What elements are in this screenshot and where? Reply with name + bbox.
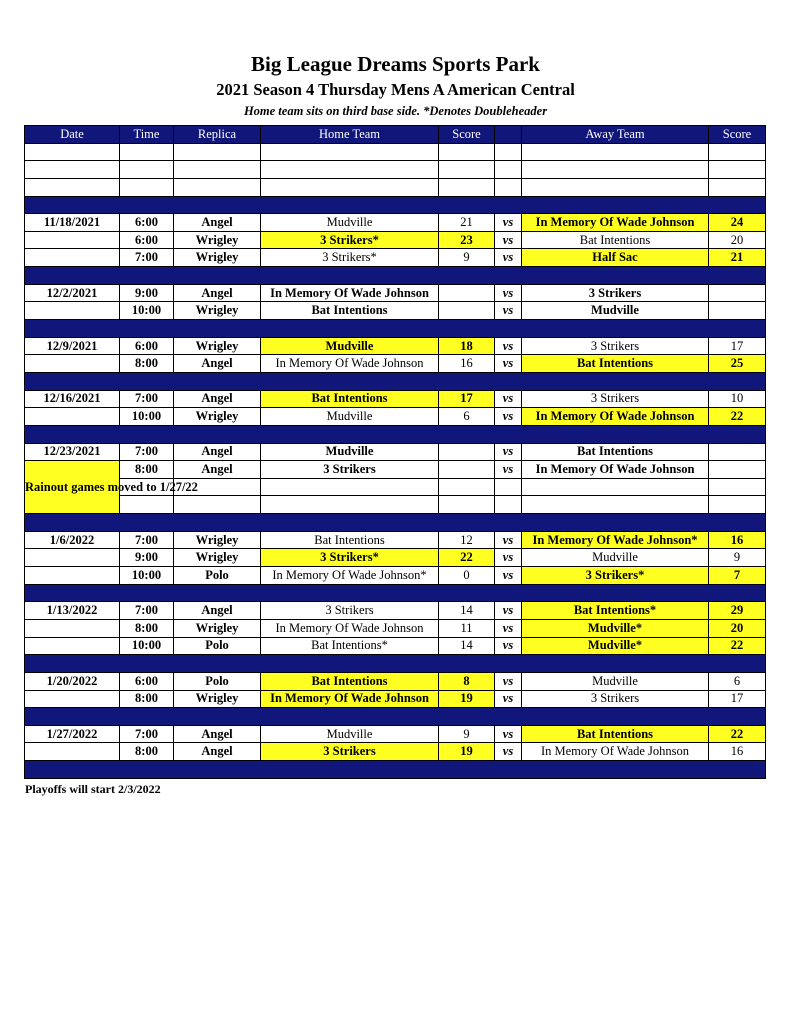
vs-label: vs (495, 549, 522, 567)
game-row (25, 549, 766, 567)
week-separator (25, 196, 766, 214)
game-time: 10:00 (120, 302, 174, 320)
home-score: 21 (439, 214, 495, 232)
game-row (25, 672, 766, 690)
schedule-note: Home team sits on third base side. *Denotes Doubleheader (243, 104, 548, 118)
away-team: Bat Intentions (522, 725, 709, 743)
table-header-row (25, 126, 766, 144)
away-score: 22 (709, 408, 766, 426)
game-row (25, 408, 766, 426)
game-date: 11/18/2021 (25, 214, 120, 232)
game-date (25, 302, 120, 320)
game-date: 12/16/2021 (25, 390, 120, 408)
game-row (25, 619, 766, 637)
home-team: Mudville (261, 443, 439, 461)
home-score: 8 (439, 672, 495, 690)
vs-label: vs (495, 337, 522, 355)
game-row (25, 355, 766, 373)
vs-label: vs (495, 725, 522, 743)
game-date: 1/27/2022 (25, 725, 120, 743)
game-row (25, 567, 766, 585)
col-header-replica: Replica (174, 126, 261, 144)
vs-label: vs (495, 743, 522, 761)
away-team: Mudville* (522, 637, 709, 655)
home-score (439, 302, 495, 320)
vs-label: vs (495, 408, 522, 426)
col-header-home-score: Score (439, 126, 495, 144)
game-field: Angel (174, 602, 261, 620)
away-score: 25 (709, 355, 766, 373)
vs-label: vs (495, 602, 522, 620)
game-time: 9:00 (120, 549, 174, 567)
home-team: Mudville (261, 408, 439, 426)
game-date (25, 549, 120, 567)
col-header-vs (495, 126, 522, 144)
home-team: 3 Strikers (261, 461, 439, 479)
game-date (25, 743, 120, 761)
col-header-away-score: Score (709, 126, 766, 144)
empty-row (25, 178, 766, 196)
home-team: Bat Intentions* (261, 637, 439, 655)
game-time: 8:00 (120, 619, 174, 637)
game-row (25, 337, 766, 355)
home-team: In Memory Of Wade Johnson (261, 284, 439, 302)
home-team: Mudville (261, 337, 439, 355)
game-field: Angel (174, 214, 261, 232)
home-team: 3 Strikers* (261, 249, 439, 267)
game-row (25, 231, 766, 249)
home-score: 6 (439, 408, 495, 426)
away-score (709, 302, 766, 320)
game-field: Wrigley (174, 231, 261, 249)
game-date (25, 619, 120, 637)
game-field: Wrigley (174, 531, 261, 549)
away-team: Bat Intentions (522, 443, 709, 461)
game-field: Wrigley (174, 249, 261, 267)
game-date (25, 408, 120, 426)
home-score: 12 (439, 531, 495, 549)
game-row (25, 743, 766, 761)
game-time: 10:00 (120, 637, 174, 655)
game-time: 8:00 (120, 690, 174, 708)
game-time: 6:00 (120, 214, 174, 232)
game-time: 8:00 (120, 743, 174, 761)
home-team: Bat Intentions (261, 672, 439, 690)
home-score: 17 (439, 390, 495, 408)
col-header-time: Time (120, 126, 174, 144)
empty-row (25, 161, 766, 179)
vs-label: vs (495, 284, 522, 302)
vs-label: vs (495, 672, 522, 690)
schedule-table (24, 125, 766, 779)
game-time: 8:00 (120, 355, 174, 373)
game-row (25, 214, 766, 232)
vs-label: vs (495, 355, 522, 373)
game-row (25, 461, 766, 479)
game-field: Wrigley (174, 337, 261, 355)
game-date (25, 231, 120, 249)
game-row (25, 637, 766, 655)
game-time: 10:00 (120, 408, 174, 426)
vs-label: vs (495, 567, 522, 585)
home-score: 18 (439, 337, 495, 355)
home-team: Mudville (261, 214, 439, 232)
home-team: In Memory Of Wade Johnson (261, 690, 439, 708)
home-team: In Memory Of Wade Johnson (261, 619, 439, 637)
game-row (25, 690, 766, 708)
home-score: 9 (439, 725, 495, 743)
away-team: Mudville* (522, 619, 709, 637)
home-team: In Memory Of Wade Johnson* (261, 567, 439, 585)
away-team: In Memory Of Wade Johnson (522, 214, 709, 232)
game-field: Angel (174, 461, 261, 479)
away-team: 3 Strikers (522, 690, 709, 708)
away-score: 24 (709, 214, 766, 232)
playoffs-note: Playoffs will start 2/3/2022 (25, 782, 161, 796)
away-team: Mudville (522, 302, 709, 320)
game-time: 7:00 (120, 390, 174, 408)
page-subtitle: 2021 Season 4 Thursday Mens A American Central (216, 80, 575, 99)
away-team: 3 Strikers (522, 284, 709, 302)
home-team: 3 Strikers (261, 602, 439, 620)
game-field: Polo (174, 672, 261, 690)
game-row (25, 443, 766, 461)
away-score (709, 461, 766, 479)
away-team: In Memory Of Wade Johnson (522, 743, 709, 761)
home-score (439, 284, 495, 302)
rainout-note: Rainout games moved to 1/27/22 (25, 461, 120, 514)
game-time: 7:00 (120, 249, 174, 267)
home-score: 19 (439, 743, 495, 761)
game-field: Wrigley (174, 302, 261, 320)
away-score: 22 (709, 637, 766, 655)
home-score: 22 (439, 549, 495, 567)
home-score: 0 (439, 567, 495, 585)
home-team: 3 Strikers (261, 743, 439, 761)
away-team: Mudville (522, 549, 709, 567)
game-date: 12/23/2021 (25, 443, 120, 461)
game-row (25, 602, 766, 620)
home-team: Mudville (261, 725, 439, 743)
col-header-date: Date (25, 126, 120, 144)
game-field: Angel (174, 284, 261, 302)
vs-label: vs (495, 690, 522, 708)
game-row (25, 302, 766, 320)
game-time: 9:00 (120, 284, 174, 302)
game-date: 12/2/2021 (25, 284, 120, 302)
game-field: Angel (174, 743, 261, 761)
game-date: 1/6/2022 (25, 531, 120, 549)
game-field: Polo (174, 567, 261, 585)
vs-label: vs (495, 531, 522, 549)
vs-label: vs (495, 302, 522, 320)
home-team: 3 Strikers* (261, 231, 439, 249)
game-time: 7:00 (120, 725, 174, 743)
away-team: Bat Intentions (522, 355, 709, 373)
game-date: 1/13/2022 (25, 602, 120, 620)
vs-label: vs (495, 443, 522, 461)
away-score: 17 (709, 337, 766, 355)
away-score (709, 284, 766, 302)
week-separator (25, 267, 766, 285)
home-team: Bat Intentions (261, 390, 439, 408)
vs-label: vs (495, 390, 522, 408)
away-team: Half Sac (522, 249, 709, 267)
game-time: 6:00 (120, 231, 174, 249)
home-score: 16 (439, 355, 495, 373)
away-score: 21 (709, 249, 766, 267)
game-time: 7:00 (120, 531, 174, 549)
home-score (439, 443, 495, 461)
game-row (25, 531, 766, 549)
game-time: 7:00 (120, 602, 174, 620)
game-date: 1/20/2022 (25, 672, 120, 690)
game-row (25, 249, 766, 267)
col-header-home-team: Home Team (261, 126, 439, 144)
game-field: Angel (174, 725, 261, 743)
game-time: 8:00 (120, 461, 174, 479)
home-team: Bat Intentions (261, 531, 439, 549)
away-score (709, 443, 766, 461)
vs-label: vs (495, 461, 522, 479)
week-separator (25, 372, 766, 390)
game-date (25, 690, 120, 708)
away-team: Bat Intentions (522, 231, 709, 249)
page-title: Big League Dreams Sports Park (251, 52, 540, 76)
home-score (439, 461, 495, 479)
game-row (25, 390, 766, 408)
home-score: 9 (439, 249, 495, 267)
vs-label: vs (495, 619, 522, 637)
away-score: 9 (709, 549, 766, 567)
week-separator (25, 320, 766, 338)
away-score: 22 (709, 725, 766, 743)
game-field: Wrigley (174, 549, 261, 567)
week-separator (25, 584, 766, 602)
away-team: In Memory Of Wade Johnson (522, 408, 709, 426)
vs-label: vs (495, 231, 522, 249)
away-score: 29 (709, 602, 766, 620)
away-team: Mudville (522, 672, 709, 690)
vs-label: vs (495, 214, 522, 232)
week-separator (25, 514, 766, 532)
game-time: 6:00 (120, 337, 174, 355)
week-separator (25, 425, 766, 443)
away-score: 17 (709, 690, 766, 708)
away-team: In Memory Of Wade Johnson (522, 461, 709, 479)
home-score: 11 (439, 619, 495, 637)
home-score: 14 (439, 637, 495, 655)
game-field: Angel (174, 390, 261, 408)
away-team: In Memory Of Wade Johnson* (522, 531, 709, 549)
game-date (25, 567, 120, 585)
game-row (25, 725, 766, 743)
home-score: 23 (439, 231, 495, 249)
game-field: Wrigley (174, 690, 261, 708)
game-time: 10:00 (120, 567, 174, 585)
game-time: 7:00 (120, 443, 174, 461)
away-score: 20 (709, 231, 766, 249)
away-score: 10 (709, 390, 766, 408)
home-score: 19 (439, 690, 495, 708)
home-score: 14 (439, 602, 495, 620)
week-separator (25, 761, 766, 779)
game-field: Angel (174, 443, 261, 461)
week-separator (25, 708, 766, 726)
empty-row (25, 496, 766, 514)
game-field: Wrigley (174, 619, 261, 637)
away-team: 3 Strikers* (522, 567, 709, 585)
away-team: Bat Intentions* (522, 602, 709, 620)
home-team: 3 Strikers* (261, 549, 439, 567)
week-separator (25, 655, 766, 673)
away-score: 7 (709, 567, 766, 585)
game-time: 6:00 (120, 672, 174, 690)
game-date (25, 637, 120, 655)
empty-row (25, 143, 766, 161)
away-team: 3 Strikers (522, 390, 709, 408)
away-score: 6 (709, 672, 766, 690)
vs-label: vs (495, 249, 522, 267)
home-team: In Memory Of Wade Johnson (261, 355, 439, 373)
game-date (25, 249, 120, 267)
game-field: Angel (174, 355, 261, 373)
game-date (25, 355, 120, 373)
game-field: Wrigley (174, 408, 261, 426)
game-date: 12/9/2021 (25, 337, 120, 355)
home-team: Bat Intentions (261, 302, 439, 320)
game-field: Polo (174, 637, 261, 655)
vs-label: vs (495, 637, 522, 655)
away-score: 16 (709, 531, 766, 549)
game-row (25, 284, 766, 302)
away-team: 3 Strikers (522, 337, 709, 355)
away-score: 16 (709, 743, 766, 761)
away-score: 20 (709, 619, 766, 637)
col-header-away-team: Away Team (522, 126, 709, 144)
